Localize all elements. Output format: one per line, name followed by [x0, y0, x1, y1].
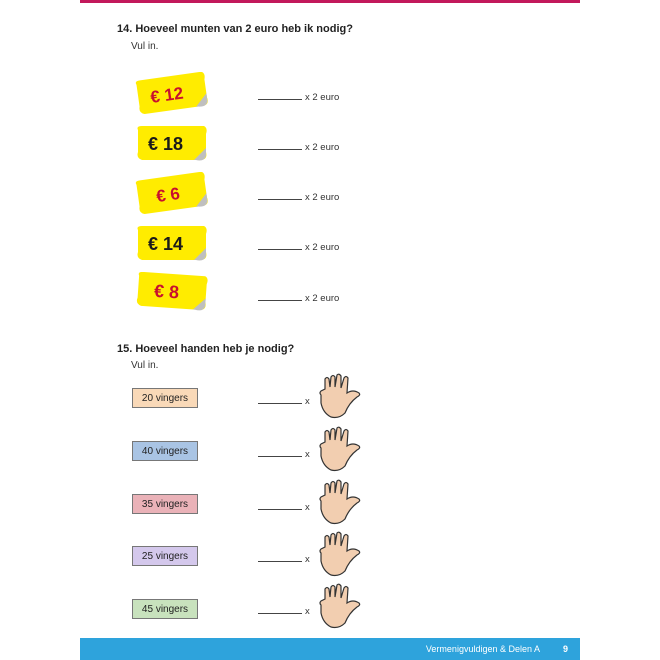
price-sticker	[134, 272, 210, 312]
hand-icon	[315, 426, 365, 476]
footer-title: Vermenigvuldigen & Delen A	[425, 644, 540, 654]
answer-row: x	[258, 396, 310, 407]
answer-row: x 2 euro	[258, 293, 339, 304]
page-footer	[80, 638, 580, 660]
sticker-amount: € 8	[153, 280, 180, 303]
answer-row: x	[258, 606, 310, 617]
price-sticker	[134, 124, 210, 164]
answer-blank[interactable]	[258, 456, 302, 457]
hand-icon	[315, 373, 365, 423]
price-sticker	[134, 172, 210, 212]
question-15-instruction: Vul in.	[131, 360, 159, 371]
sticker-amount: € 6	[155, 184, 182, 207]
answer-blank[interactable]	[258, 199, 302, 200]
answer-row: x 2 euro	[258, 192, 339, 203]
sticker-amount: € 12	[149, 83, 185, 107]
answer-row: x	[258, 554, 310, 565]
answer-blank[interactable]	[258, 403, 302, 404]
answer-row: x 2 euro	[258, 242, 339, 253]
answer-row: x 2 euro	[258, 92, 339, 103]
top-accent-bar	[80, 0, 580, 3]
hand-icon	[315, 479, 365, 529]
answer-blank[interactable]	[258, 613, 302, 614]
sticker-amount: € 14	[148, 234, 184, 254]
finger-count-box: 35 vingers	[132, 494, 198, 514]
sticker-amount: € 18	[148, 134, 184, 154]
answer-blank[interactable]	[258, 99, 302, 100]
finger-count-box: 45 vingers	[132, 599, 198, 619]
answer-blank[interactable]	[258, 300, 302, 301]
answer-row: x	[258, 502, 310, 513]
answer-blank[interactable]	[258, 249, 302, 250]
answer-blank[interactable]	[258, 561, 302, 562]
finger-count-box: 40 vingers	[132, 441, 198, 461]
finger-count-box: 25 vingers	[132, 546, 198, 566]
answer-blank[interactable]	[258, 509, 302, 510]
question-14-instruction: Vul in.	[131, 41, 159, 52]
hand-icon	[315, 531, 365, 581]
hand-icon	[315, 583, 365, 633]
answer-row: x	[258, 449, 310, 460]
price-sticker	[134, 224, 210, 264]
price-sticker	[134, 72, 210, 112]
answer-row: x 2 euro	[258, 142, 339, 153]
question-15-title: 15. Hoeveel handen heb je nodig?	[117, 343, 295, 355]
answer-blank[interactable]	[258, 149, 302, 150]
finger-count-box: 20 vingers	[132, 388, 198, 408]
page-number: 9	[562, 644, 568, 654]
question-14-title: 14. Hoeveel munten van 2 euro heb ik nodig?	[117, 23, 353, 35]
